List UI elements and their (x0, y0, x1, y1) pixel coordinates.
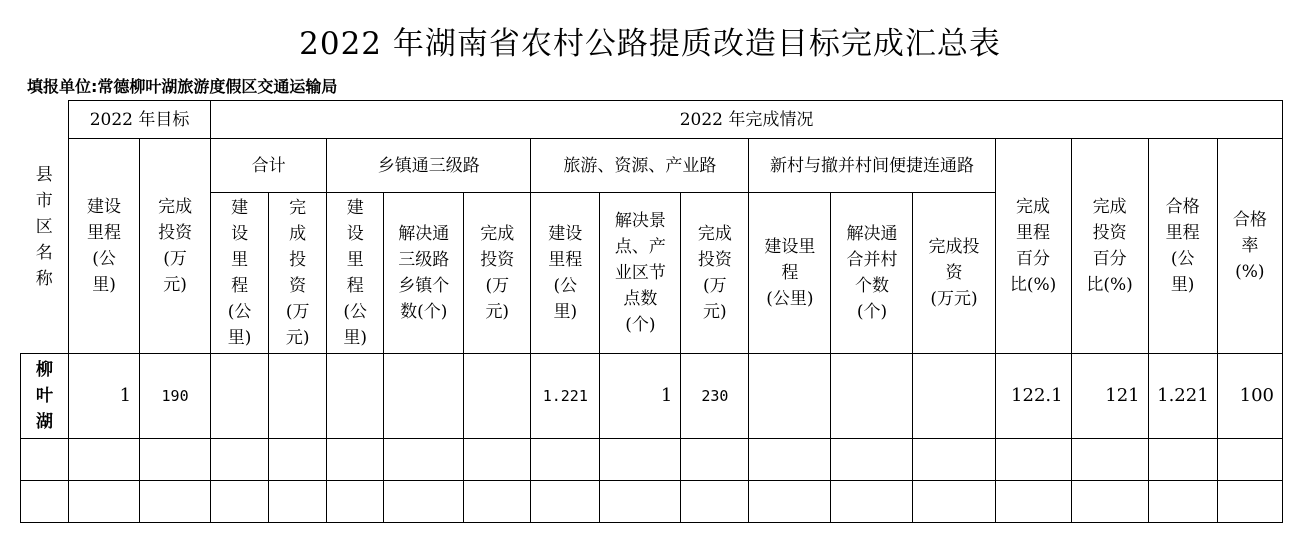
header-2022-target: 2022 年目标 (69, 101, 211, 139)
header-2022-completion: 2022 年完成情况 (211, 101, 1283, 139)
total-mileage-cell (211, 354, 269, 439)
header-town-invest: 完成 投资 (万 元) (464, 193, 531, 354)
qualified-mileage-cell: 1.221 (1148, 354, 1217, 439)
total-invest-cell (269, 354, 327, 439)
header-tour-mileage: 建设 里程 (公 里) (531, 193, 600, 354)
header-qualified-mileage: 合格 里程 (公 里) (1148, 139, 1217, 354)
county-name-cell: 柳 叶 湖 (21, 354, 69, 439)
tour-resolved-cell: 1 (600, 354, 681, 439)
reporting-unit: 填报单位:常德柳叶湖旅游度假区交通运输局 (27, 77, 338, 96)
header-total-mileage: 建 设 里 程 (公 里) (211, 193, 269, 354)
header-target-mileage: 建设 里程 (公 里) (69, 139, 140, 354)
header-village-resolved: 解决通 合并村 个数 (个) (831, 193, 913, 354)
table-row-empty (21, 481, 1283, 523)
header-township-road: 乡镇通三级路 (327, 139, 531, 193)
pct-mileage-cell: 122.1 (995, 354, 1071, 439)
summary-table (20, 100, 1283, 523)
pct-invest-cell: 121 (1071, 354, 1148, 439)
tour-invest-cell: 230 (681, 354, 749, 439)
target-mileage-cell: 1 (69, 354, 140, 439)
page-title: 2022 年湖南省农村公路提质改造目标完成汇总表 (299, 26, 1001, 62)
header-total: 合计 (211, 139, 327, 193)
table-row-empty (21, 439, 1283, 481)
town-mileage-cell (327, 354, 384, 439)
village-resolved-cell (831, 354, 913, 439)
village-mileage-cell (749, 354, 831, 439)
header-target-invest: 完成 投资 (万 元) (140, 139, 211, 354)
tour-mileage-cell: 1.221 (531, 354, 600, 439)
header-village-invest: 完成投 资 (万元) (913, 193, 995, 354)
header-county-name: 县 市 区 名 称 (21, 101, 69, 354)
header-qualified-rate: 合格 率 (%) (1217, 139, 1282, 354)
target-invest-cell: 190 (140, 354, 211, 439)
header-tourism-road: 旅游、资源、产业路 (531, 139, 749, 193)
header-pct-mileage: 完成 里程 百分 比(%) (995, 139, 1071, 354)
town-invest-cell (464, 354, 531, 439)
header-village-road: 新村与撤并村间便捷连通路 (749, 139, 995, 193)
header-town-mileage: 建 设 里 程 (公 里) (327, 193, 384, 354)
table-row (21, 354, 1283, 439)
header-village-mileage: 建设里 程 (公里) (749, 193, 831, 354)
header-tour-resolved: 解决景 点、产 业区节 点数 (个) (600, 193, 681, 354)
header-total-invest: 完 成 投 资 (万 元) (269, 193, 327, 354)
town-resolved-cell (384, 354, 464, 439)
header-pct-invest: 完成 投资 百分 比(%) (1071, 139, 1148, 354)
qualified-rate-cell: 100 (1217, 354, 1282, 439)
village-invest-cell (913, 354, 995, 439)
header-tour-invest: 完成 投资 (万 元) (681, 193, 749, 354)
header-town-resolved: 解决通 三级路 乡镇个 数(个) (384, 193, 464, 354)
